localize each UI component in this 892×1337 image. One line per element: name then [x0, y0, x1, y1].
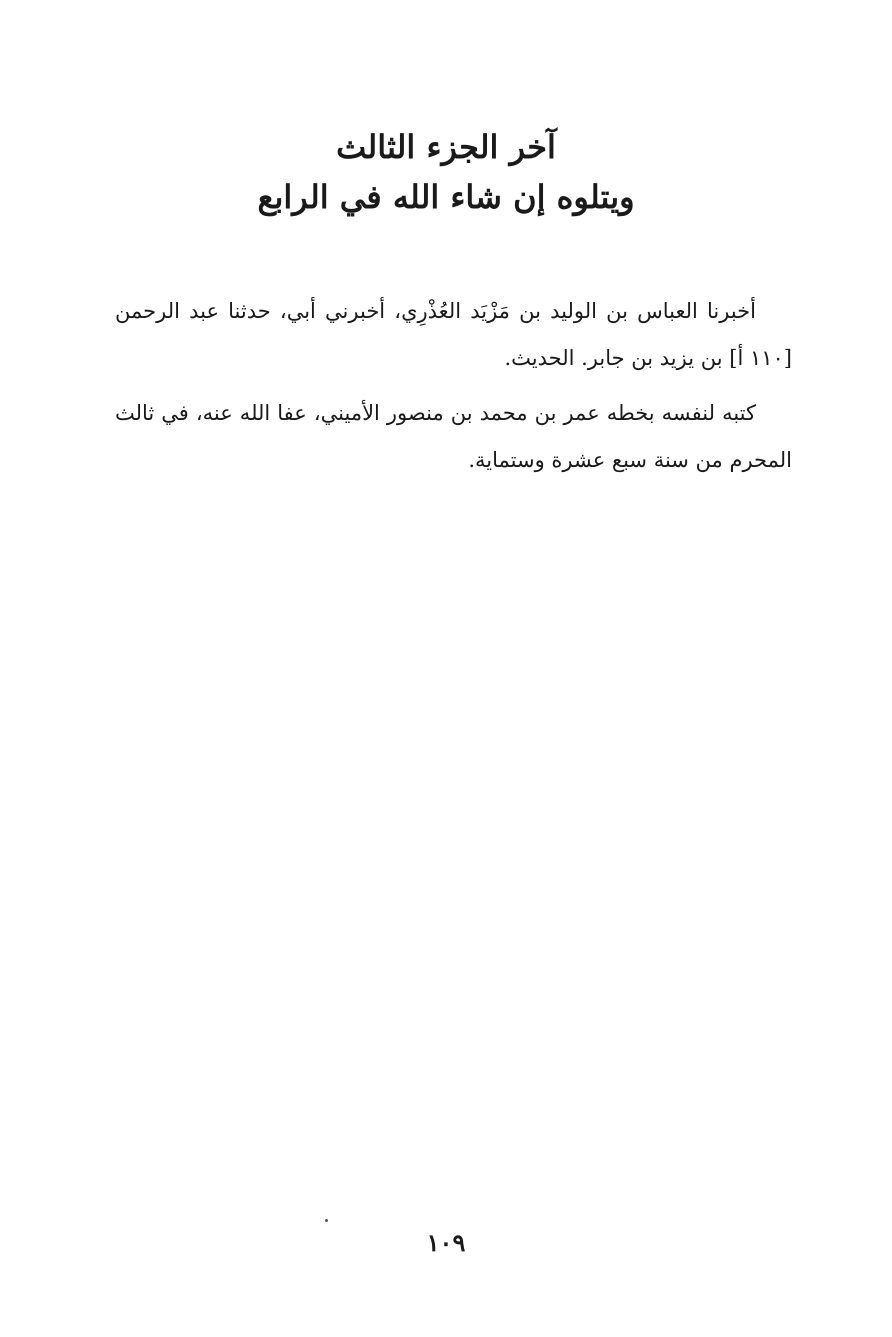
- page-number: ١٠٩: [426, 1228, 466, 1257]
- ink-speck: [325, 1219, 328, 1222]
- body-text: [115, 288, 792, 492]
- heading-line-1: آخر الجزء الثالث: [336, 128, 556, 166]
- colophon-heading: [0, 122, 892, 222]
- hadith-paragraph: أخبرنا العباس بن الوليد بن مَزْيَد العُذْرِي، أخبرني أبي، حدثنا عبد الرحمن [١١٠ أ] بن يزيد بن جابر. الحديث.: [115, 299, 792, 370]
- heading-line-2: ويتلوه إن شاء الله في الرابع: [257, 178, 635, 216]
- scribe-note-paragraph: كتبه لنفسه بخطه عمر بن محمد بن منصور الأميني، عفا الله عنه، في ثالث المحرم من سنة سبع عشرة وستماية.: [115, 401, 792, 472]
